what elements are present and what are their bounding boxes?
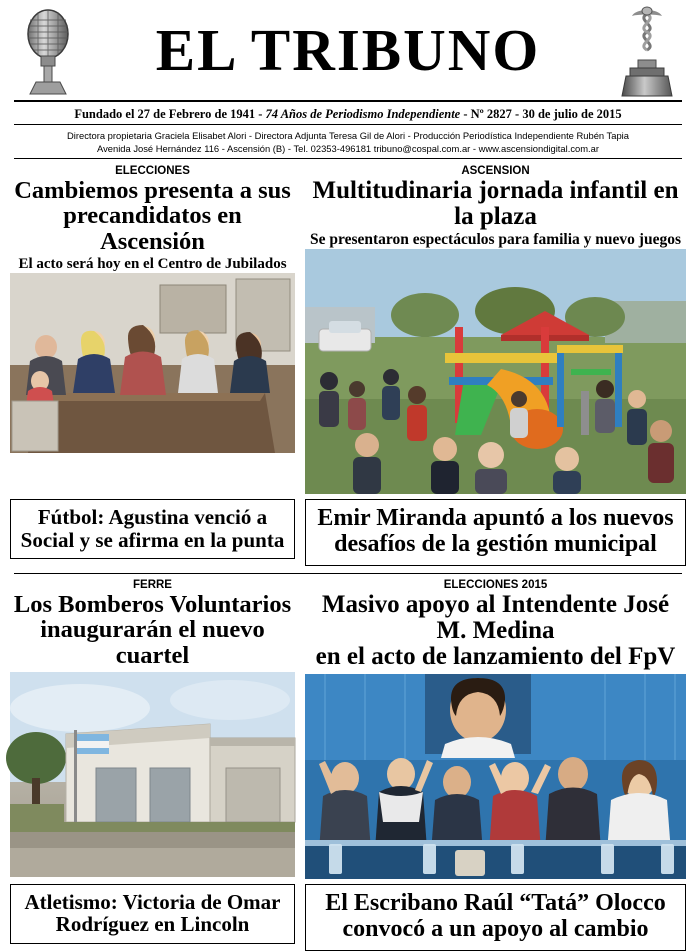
headline-bomberos — [10, 592, 295, 668]
masthead — [10, 6, 686, 98]
caption-escribano[interactable] — [305, 884, 686, 951]
article-fpv[interactable] — [305, 579, 686, 879]
headline-line-2: precandidatos en Ascensión — [63, 202, 242, 255]
masthead-rule-mid — [14, 124, 682, 125]
headline-cambiemos — [10, 178, 295, 254]
headline-fpv — [305, 592, 686, 670]
founded-suffix: - Nº 2827 - 30 de julio de 2015 — [463, 107, 622, 121]
headline-plaza: Multitudinaria jornada infantil en la plaza — [312, 177, 679, 230]
subhead-cambiemos: El acto será hoy en el Centro de Jubilados — [18, 256, 287, 273]
article-cambiemos[interactable] — [10, 165, 295, 494]
caption-line-1: Emir Miranda apuntó a los nuevos — [317, 505, 674, 531]
content-grid — [10, 165, 686, 951]
kicker-ascension: ASCENSION — [461, 165, 530, 177]
caption-miranda[interactable] — [305, 499, 686, 566]
page-title: EL TRIBUNO — [155, 17, 541, 83]
headline-line-1: Masivo apoyo al Intendente José M. Medina — [321, 590, 670, 644]
row-captions-bottom — [10, 879, 686, 951]
subhead-plaza: Se presentaron espectáculos para familia y nuevo juegos — [310, 231, 681, 248]
headline-line-1: Los Bomberos Voluntarios — [13, 590, 292, 618]
headline-line-2: inaugurarán el nuevo cuartel — [40, 616, 265, 669]
staff-credits: Directora propietaria Graciela Elisabet Alori - Directora Adjunta Teresa Gil de Alori - Producción Periodística Independiente Rubén Tapia — [67, 130, 629, 141]
caption-atletismo[interactable] — [10, 884, 295, 944]
photo-plaza-juegos-infantiles — [305, 249, 686, 494]
contact-info: Avenida José Hernández 116 - Ascensión (B) - Tel. 02353-496181 tribuno@cospal.com.ar - www.ascensiondigital.com.ar — [97, 143, 599, 154]
caduceus-trophy-icon — [616, 6, 678, 98]
caption-line-1: Fútbol: Agustina venció a — [37, 505, 268, 529]
founded-line — [10, 107, 686, 121]
kicker-ferre: FERRE — [133, 578, 172, 591]
row-captions-top — [10, 494, 686, 566]
caption-line-1: Atletismo: Victoria de Omar — [24, 889, 281, 914]
headline-line-1: Cambiemos presenta a sus — [14, 177, 291, 204]
microphone-icon — [16, 8, 80, 96]
headline-line-2: en el acto de lanzamiento del FpV — [315, 642, 676, 670]
kicker-elecciones: ELECCIONES — [115, 165, 190, 177]
article-plaza[interactable] — [305, 165, 686, 494]
photo-cambiemos-precandidatos — [10, 273, 295, 453]
founded-italic: 74 Años de Periodismo Independiente — [265, 107, 461, 121]
section-divider — [14, 573, 682, 574]
caption-line-2: desafíos de la gestión municipal — [334, 530, 657, 557]
photo-acto-lanzamiento-fpv — [305, 674, 686, 879]
founded-prefix: Fundado el 27 de Febrero de 1941 - — [74, 107, 263, 121]
caption-line-2: convocó a un apoyo al cambio — [342, 915, 649, 942]
row-bottom — [10, 579, 686, 879]
caption-line-2: Social y se afirma en la punta — [20, 527, 285, 552]
masthead-rule-bottom — [14, 158, 682, 159]
photo-cuartel-bomberos — [10, 672, 295, 877]
caption-line-2: Rodríguez en Lincoln — [55, 912, 250, 937]
row-top — [10, 165, 686, 494]
caption-futbol[interactable] — [10, 499, 295, 559]
masthead-rule-top — [14, 100, 682, 102]
caption-line-1: El Escribano Raúl “Tatá” Olocco — [325, 889, 666, 916]
article-bomberos[interactable] — [10, 579, 295, 879]
kicker-elecciones-2015: ELECCIONES 2015 — [443, 578, 548, 591]
